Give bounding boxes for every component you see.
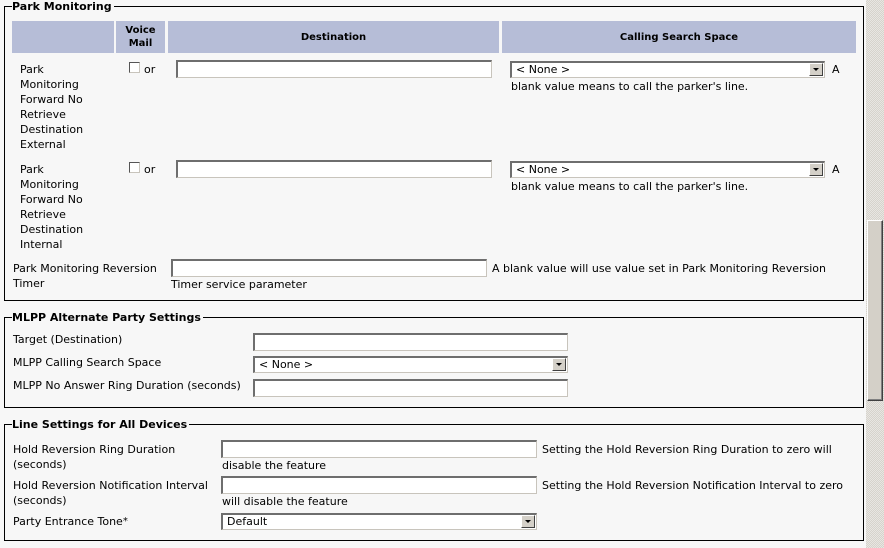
mlpp-css-select[interactable] — [253, 356, 568, 373]
header-voice-mail: Voice Mail — [116, 21, 165, 53]
hold-notify-input[interactable] — [221, 476, 537, 494]
hold-notify-note: Setting the Hold Reversion Notification Interval to zero — [542, 479, 843, 492]
entrance-tone-select[interactable] — [221, 513, 537, 530]
chevron-down-icon[interactable] — [809, 63, 823, 76]
label-line: Park — [20, 163, 44, 176]
section-legend — [4, 418, 864, 432]
select-value: < None > — [516, 163, 571, 176]
label-line: Destination — [20, 123, 84, 136]
header-calling-search-space: Calling Search Space — [502, 21, 856, 53]
mlpp-css-label: MLPP Calling Search Space — [13, 356, 162, 369]
ring-duration-label: MLPP No Answer Ring Duration (seconds) — [13, 379, 241, 392]
label-line: Destination — [20, 223, 84, 236]
label-line: Timer — [13, 277, 45, 290]
label-line: Monitoring — [20, 178, 79, 191]
destination-input[interactable] — [176, 60, 492, 78]
hold-notify-label — [13, 478, 208, 508]
voice-mail-checkbox[interactable] — [129, 162, 140, 173]
note-text: blank value means to call the parker's line. — [511, 180, 749, 193]
label-line: Park — [20, 63, 44, 76]
note-prefix: A — [832, 63, 840, 76]
calling-search-space-select[interactable] — [510, 61, 825, 78]
select-value: Default — [227, 515, 268, 528]
note-prefix: A — [832, 163, 840, 176]
hold-notify-note-2: will disable the feature — [222, 495, 348, 508]
section-title: Line Settings for All Devices — [12, 418, 188, 431]
section-title: MLPP Alternate Party Settings — [12, 311, 201, 324]
chevron-down-icon[interactable] — [552, 358, 566, 371]
label-line: (seconds) — [13, 458, 67, 471]
hold-ring-note-2: disable the feature — [222, 459, 327, 472]
note-text: blank value means to call the parker's line. — [511, 80, 749, 93]
ring-duration-input[interactable] — [253, 379, 568, 397]
hold-ring-label — [13, 442, 175, 472]
reversion-timer-note: A blank value will use value set in Park Monitoring Reversion — [492, 262, 826, 275]
label-line: Retrieve — [20, 108, 66, 121]
section-title: Park Monitoring — [12, 0, 112, 13]
reversion-timer-input[interactable] — [171, 259, 487, 277]
row-label — [20, 162, 83, 252]
voice-mail-checkbox[interactable] — [129, 62, 140, 73]
chevron-down-icon[interactable] — [521, 515, 535, 528]
header-label-column — [12, 21, 114, 53]
destination-input[interactable] — [176, 160, 492, 178]
label-line: Forward No — [20, 93, 83, 106]
chevron-down-icon[interactable] — [809, 163, 823, 176]
calling-search-space-select[interactable] — [510, 161, 825, 178]
reversion-timer-label — [13, 261, 157, 291]
label-line: External — [20, 138, 66, 151]
line-settings-section — [4, 418, 864, 541]
header-destination: Destination — [168, 21, 499, 53]
label-text: Party Entrance Tone — [13, 515, 123, 528]
target-label: Target (Destination) — [13, 333, 123, 346]
select-value: < None > — [259, 358, 314, 371]
hold-ring-input[interactable] — [221, 440, 537, 458]
label-line: Internal — [20, 238, 63, 251]
label-line: Hold Reversion Notification Interval — [13, 479, 208, 492]
or-text: or — [144, 63, 156, 76]
label-line: Retrieve — [20, 208, 66, 221]
target-input[interactable] — [253, 333, 568, 351]
label-line: Monitoring — [20, 78, 79, 91]
vertical-scrollbar[interactable] — [866, 0, 884, 548]
label-line: Forward No — [20, 193, 83, 206]
section-legend — [4, 311, 864, 325]
row-label — [20, 62, 83, 152]
or-text: or — [144, 163, 156, 176]
hold-ring-note: Setting the Hold Reversion Ring Duration to zero will — [542, 443, 832, 456]
park-monitoring-section — [4, 0, 864, 301]
label-line: Hold Reversion Ring Duration — [13, 443, 176, 456]
required-mark: * — [122, 516, 128, 527]
label-line: Park Monitoring Reversion — [13, 262, 157, 275]
entrance-tone-label — [13, 514, 128, 529]
reversion-timer-note-2: Timer service parameter — [171, 278, 307, 291]
select-value: < None > — [516, 63, 571, 76]
section-legend — [4, 0, 864, 14]
label-line: (seconds) — [13, 494, 67, 507]
mlpp-section — [4, 311, 864, 408]
scrollbar-thumb[interactable] — [867, 220, 883, 401]
